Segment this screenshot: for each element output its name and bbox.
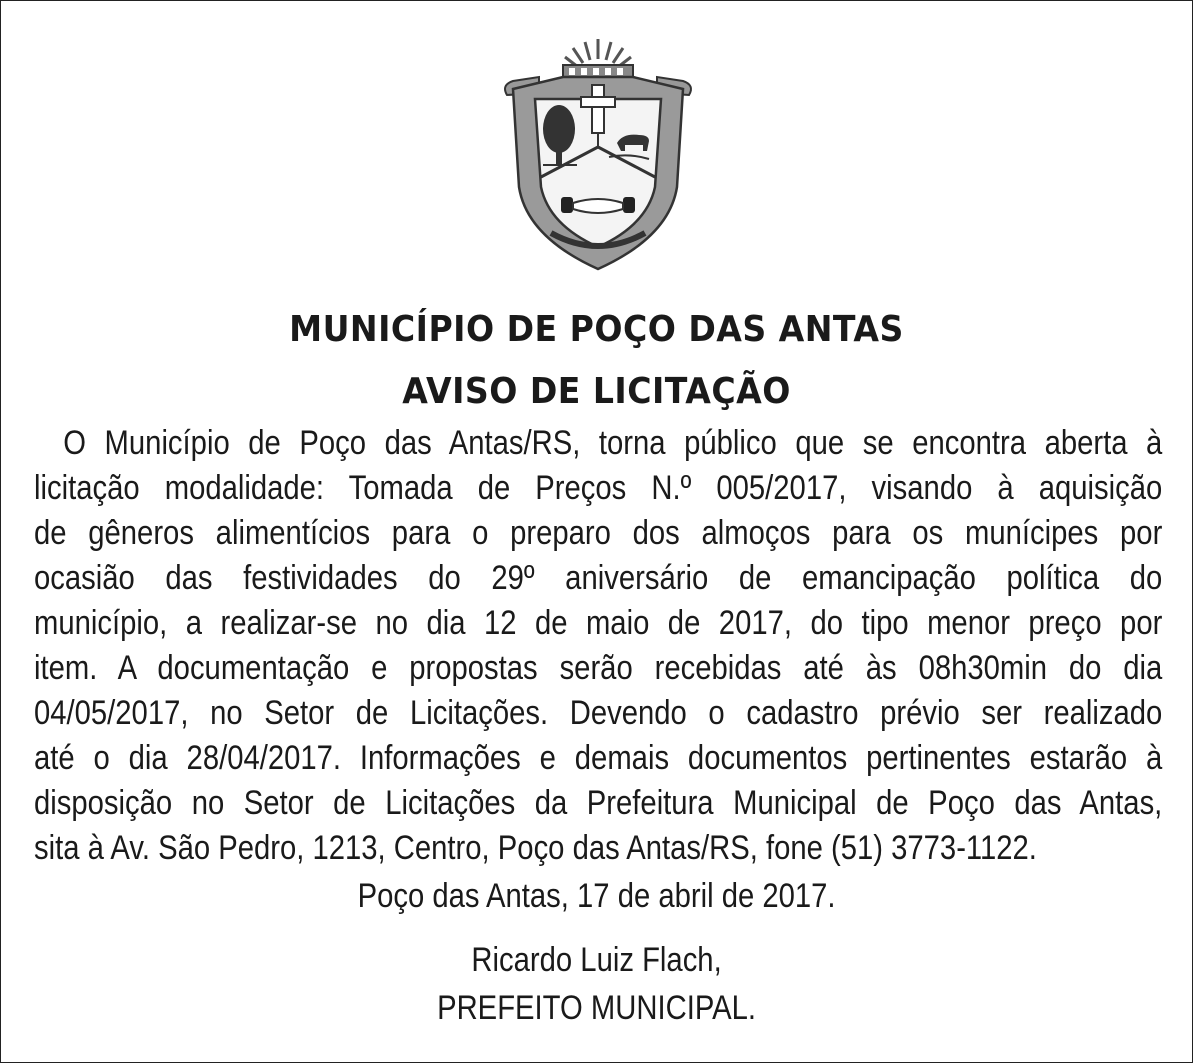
- document-title: MUNICÍPIO DE POÇO DAS ANTAS: [289, 309, 904, 350]
- body-line: licitação modalidade: Tomada de Preços N.º 005/2017, visando à aquisição: [34, 469, 1163, 507]
- body-line: até o dia 28/04/2017. Informações e demais documentos pertinentes estarão à: [34, 739, 1163, 777]
- body-line: item. A documentação e propostas serão recebidas até às 08h30min do dia: [34, 649, 1163, 687]
- document-subtitle: AVISO DE LICITAÇÃO: [402, 371, 791, 412]
- signer-name: Ricardo Luiz Flach,: [471, 941, 722, 979]
- body-line: O Município de Poço das Antas/RS, torna público que se encontra aberta à: [63, 424, 1163, 462]
- signer-role: PREFEITO MUNICIPAL.: [437, 989, 757, 1027]
- body-line: ocasião das festividades do 29º aniversário de emancipação política do: [34, 559, 1163, 597]
- body-line: de gêneros alimentícios para o preparo dos almoços para os munícipes por: [34, 514, 1163, 552]
- place-and-date: Poço das Antas, 17 de abril de 2017.: [357, 877, 836, 915]
- body-line: 04/05/2017, no Setor de Licitações. Devendo o cadastro prévio ser realizado: [34, 694, 1163, 732]
- coat-of-arms-icon: [499, 37, 697, 271]
- body-line: sita à Av. São Pedro, 1213, Centro, Poço das Antas/RS, fone (51) 3773-1122.: [34, 829, 1037, 867]
- body-line: disposição no Setor de Licitações da Prefeitura Municipal de Poço das Antas,: [34, 784, 1163, 822]
- notice-body: [34, 421, 1162, 871]
- body-line: município, a realizar-se no dia 12 de maio de 2017, do tipo menor preço por: [34, 604, 1163, 642]
